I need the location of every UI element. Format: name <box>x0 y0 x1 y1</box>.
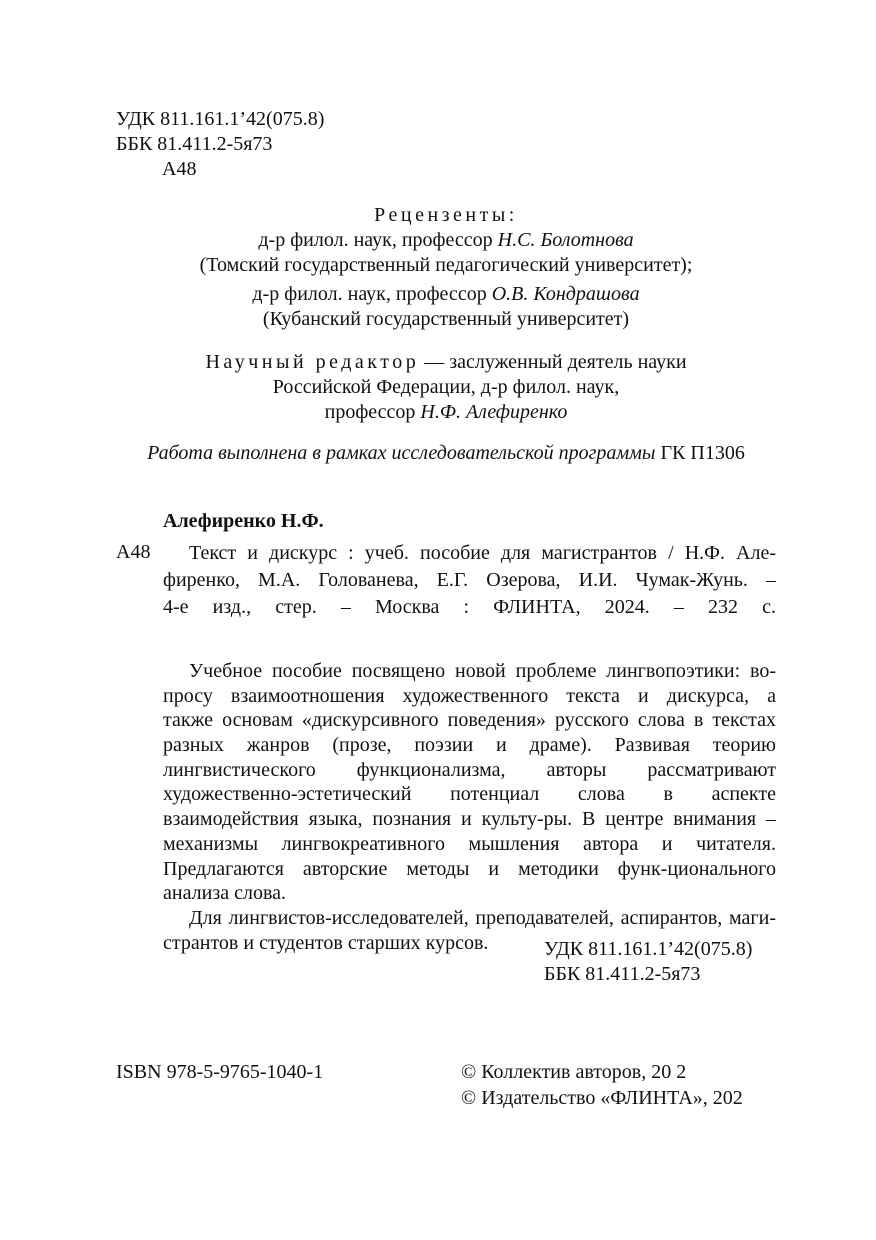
audience-line: странтов и студентов старших курсов. <box>163 931 489 954</box>
annotation-line: лингвистического функционализма, авторы рассматривают <box>163 758 776 781</box>
audience-line: Для лингвистов-исследователей, преподавателей, аспирантов, маги- <box>189 906 776 929</box>
catalog-line: 4-е изд., стер. – Москва : ФЛИНТА, 2024. – 232 с. <box>163 596 776 618</box>
reviewer-1-title: д-р филол. наук, профессор <box>258 229 498 251</box>
udk-code: УДК 811.161.1’42(075.8) <box>116 108 325 130</box>
reviewer-1 <box>116 228 776 253</box>
bbk-code: ББК 81.411.2-5я73 <box>116 133 273 155</box>
annotation-line: также основам «дискурсивного поведения» русского слова в текстах <box>163 709 776 732</box>
classification-repeat <box>544 937 752 987</box>
annotation-line: Предлагаются авторские методы и методики функ-ционального <box>163 857 776 880</box>
annotation-line: Учебное пособие посвящено новой проблеме лингвопоэтики: во- <box>189 660 776 682</box>
annotation-line: разных жанров (прозе, поэзии и драме). Развивая теорию <box>163 734 776 757</box>
reviewers-block <box>116 203 776 332</box>
catalog-code: А48 <box>116 541 151 563</box>
reviewer-2 <box>116 282 776 307</box>
reviewer-2-affiliation: (Кубанский государственный университет) <box>262 308 630 330</box>
reviewer-2-title: д-р филол. наук, профессор <box>252 283 492 305</box>
reviewer-1-name: Н.С. Болотнова <box>497 229 634 251</box>
catalog-author: Алефиренко Н.Ф. <box>163 510 324 532</box>
catalog-description <box>163 540 776 621</box>
annotation-line: механизмы лингвокреативного мышления автора и читателя. <box>163 832 776 855</box>
program-code: ГК П1306 <box>655 442 745 464</box>
editor-line-2: Российской Федерации, д-р филол. наук, <box>272 376 620 398</box>
editor-line-1 <box>116 350 776 375</box>
copyright-authors: © Коллектив авторов, 20 2 <box>461 1061 687 1083</box>
editor-block <box>116 350 776 425</box>
copyright-block <box>461 1060 743 1112</box>
editor-name: Н.Ф. Алефиренко <box>420 401 568 423</box>
catalog-line: фиренко, М.А. Голованева, Е.Г. Озерова, И.И. Чумак-Жунь. – <box>163 569 776 591</box>
udk-code-repeat: УДК 811.161.1’42(075.8) <box>544 938 753 960</box>
editor-title: профессор <box>324 401 421 423</box>
isbn: ISBN 978-5-9765-1040-1 <box>116 1061 324 1083</box>
program-note <box>116 441 776 466</box>
annotation-line: просу взаимоотношения художественного текста и дискурса, а <box>163 684 776 707</box>
bbk-code-repeat: ББК 81.411.2-5я73 <box>544 963 701 985</box>
author-mark-code: А48 <box>162 158 197 180</box>
program-note-text: Работа выполнена в рамках исследовательской программы <box>147 442 656 464</box>
copyright-publisher: © Издательство «ФЛИНТА», 202 <box>461 1087 743 1109</box>
catalog-line: Текст и дискурс : учеб. пособие для магистрантов / Н.Ф. Але- <box>189 542 776 564</box>
editor-heading: Научный редактор <box>205 351 420 373</box>
reviewers-heading: Рецензенты: <box>374 204 518 226</box>
reviewer-2-name: О.В. Кондрашова <box>491 283 640 305</box>
editor-line-1-rest: — заслуженный деятель науки <box>419 351 687 373</box>
annotation-line: анализа слова. <box>163 882 287 905</box>
reviewer-1-affiliation: (Томский государственный педагогический университет); <box>199 254 693 276</box>
classification-block <box>116 107 324 182</box>
annotation-line: художественно-эстетический потенциал слова в аспекте <box>163 783 776 806</box>
annotation-line: взаимодействия языка, познания и культу-ры. В центре внимания – <box>163 808 776 831</box>
editor-line-3 <box>116 400 776 425</box>
annotation-block <box>163 659 776 955</box>
